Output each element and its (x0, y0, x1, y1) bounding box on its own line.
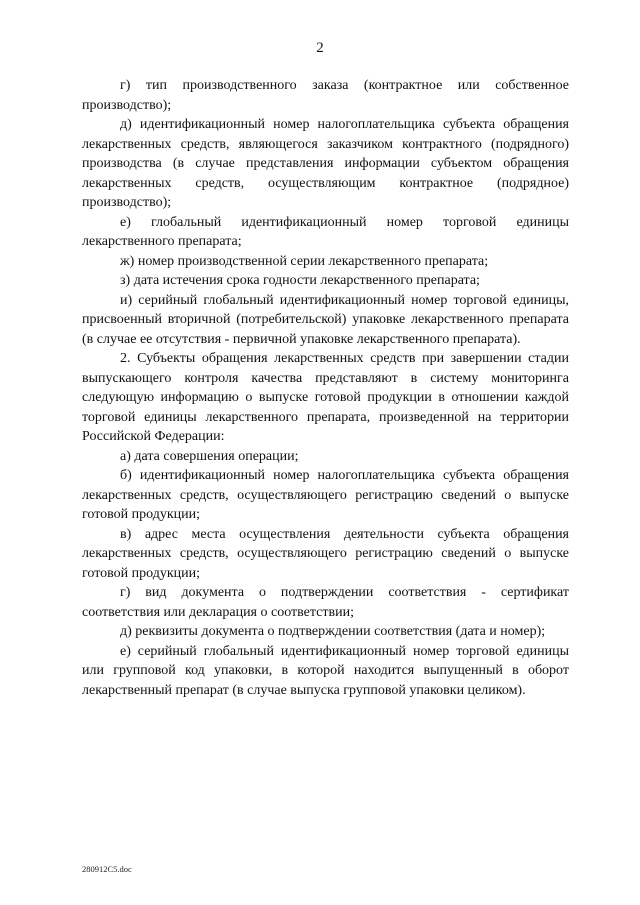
page-number: 2 (316, 40, 324, 56)
paragraph-conformity-document-type: г) вид документа о подтверждении соответствия - сертификат соответствия или декларация о соответствии; (82, 585, 569, 620)
document-body (82, 76, 569, 700)
footer-file-code: 280912C5.doc (82, 864, 132, 874)
paragraph-serial-or-group-code: е) серийный глобальный идентификационный номер торговой единицы или групповой код упаковки, в которой находится выпущенный в оборот лекарственный препарат (в случае выпуска групповой упаковки целиком). (82, 643, 569, 698)
paragraph-registrant-tax-id: б) идентификационный номер налогоплательщика субъекта обращения лекарственных средств, осуществляющего регистрацию сведений о выпуске готовой продукции; (82, 468, 569, 522)
paragraph-batch-number: ж) номер производственной серии лекарственного препарата; (120, 253, 489, 269)
paragraph-section-2-intro: 2. Субъекты обращения лекарственных средств при завершении стадии выпускающего контроля качества представляют в систему мониторинга следующую информацию о выпуске готовой продукции в отношении каждой торговой единицы лекарственного препарата, произведенной на территории Российской Федерации: (82, 351, 569, 444)
paragraph-serial-number-packaging: и) серийный глобальный идентификационный номер торговой единицы, присвоенный вторичной (потребительской) упаковке лекарственного препарата (в случае ее отсутствия - первичной упаковке лекарственного препарата). (82, 292, 569, 347)
paragraph-conformity-document-details: д) реквизиты документа о подтверждении соответствия (дата и номер); (120, 624, 546, 639)
paragraph-global-trade-item-number: е) глобальный идентификационный номер торговой единицы лекарственного препарата; (82, 214, 569, 249)
paragraph-operation-date: а) дата совершения операции; (120, 448, 299, 464)
paragraph-activity-address: в) адрес места осуществления деятельности субъекта обращения лекарственных средств, осуществляющего регистрацию сведений о выпуске готовой продукции; (82, 526, 569, 581)
paragraph-expiry-date: з) дата истечения срока годности лекарственного препарата; (120, 273, 480, 288)
paragraph-production-order-type: г) тип производственного заказа (контрактное или собственное производство); (82, 78, 569, 113)
paragraph-customer-tax-id: д) идентификационный номер налогоплательщика субъекта обращения лекарственных средств, являющегося заказчиком контрактного (подрядного) производства (в случае представления информации субъектом обращения лекарственных средств, осуществляющим контрактное (подрядное) производство); (82, 117, 569, 210)
